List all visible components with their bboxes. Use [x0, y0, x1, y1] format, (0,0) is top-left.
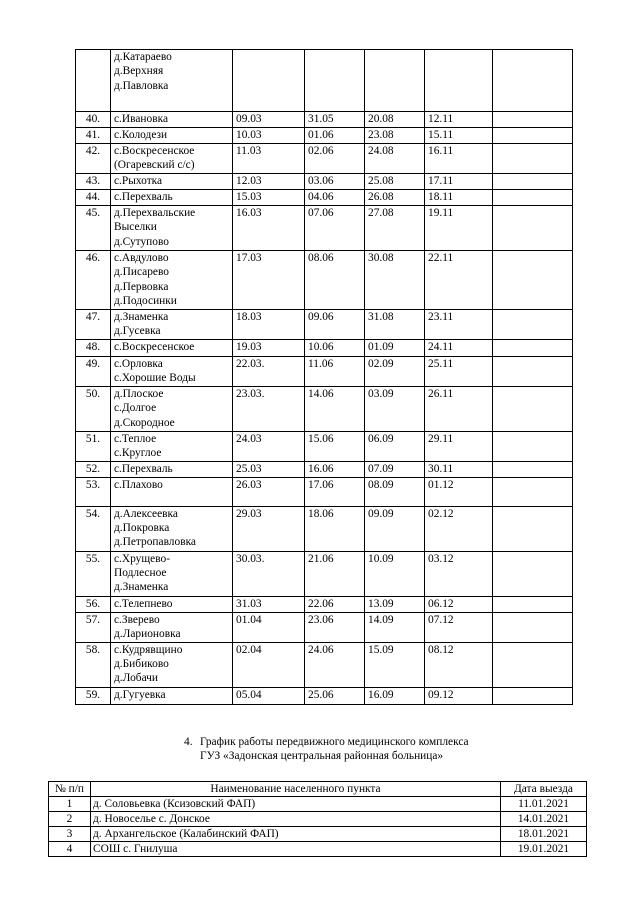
row-number: 45.: [76, 206, 111, 251]
visit-date-2: [305, 50, 365, 112]
visit-date-3: 03.09: [365, 386, 425, 431]
empty-cell: [493, 687, 573, 704]
visit-date-2: 17.06: [305, 477, 365, 506]
settlement-cell: [111, 461, 233, 477]
empty-cell: [493, 596, 573, 612]
settlement-cell: [111, 310, 233, 340]
settlement-name: д.Покровка: [114, 522, 170, 535]
visit-date-4: 30.11: [425, 461, 493, 477]
row-number: 57.: [76, 612, 111, 642]
settlement-name: д.Петропавловка: [114, 536, 196, 549]
visit-date-4: 06.12: [425, 596, 493, 612]
empty-cell: [493, 112, 573, 128]
settlement-cell: [111, 612, 233, 642]
visit-date-1: 05.04: [233, 687, 305, 704]
section-heading: [160, 735, 530, 763]
visit-date-2: 16.06: [305, 461, 365, 477]
settlement-name: д.Верхняя: [114, 65, 164, 78]
table-row: [76, 461, 573, 477]
table-row: [76, 551, 573, 596]
visit-date-2: 25.06: [305, 687, 365, 704]
empty-cell: [493, 431, 573, 461]
settlement-name: д.Знаменка: [114, 581, 169, 594]
visit-date-4: 02.12: [425, 506, 493, 551]
settlement-name: с.Колодези: [114, 129, 168, 141]
visit-date-1: 15.03: [233, 190, 305, 206]
table-row: [76, 112, 573, 128]
table-row: [76, 310, 573, 340]
empty-cell: [493, 357, 573, 387]
table-row: [76, 190, 573, 206]
settlement-name: с.Воскресенское: [114, 145, 195, 157]
visit-date-4: [425, 50, 493, 112]
row-number: 51.: [76, 431, 111, 461]
settlement-name: д.Катараево: [114, 51, 172, 63]
visit-date-1: 17.03: [233, 251, 305, 310]
settlement-name: д.Скородное: [114, 416, 175, 429]
visit-date-3: 20.08: [365, 112, 425, 128]
visit-date-4: 12.11: [425, 112, 493, 128]
visit-date-2: 14.06: [305, 386, 365, 431]
settlement-name: Подлесное: [114, 567, 167, 580]
table-row: [49, 797, 587, 812]
empty-cell: [493, 551, 573, 596]
empty-cell: [493, 612, 573, 642]
settlement-cell: [111, 112, 233, 128]
settlement-cell: [111, 477, 233, 506]
table-row: [76, 50, 573, 112]
visit-date-2: 09.06: [305, 310, 365, 340]
section-number: 4.: [184, 736, 193, 748]
visit-date-1: 24.03: [233, 431, 305, 461]
settlement-name: д.Писарево: [114, 266, 169, 279]
visit-date-4: 01.12: [425, 477, 493, 506]
table-row: [76, 206, 573, 251]
row-number: 2: [49, 812, 91, 827]
row-number: 3: [49, 827, 91, 842]
settlement-name: с.Хорошие Воды: [114, 372, 196, 385]
empty-cell: [493, 310, 573, 340]
table-row: [76, 687, 573, 704]
empty-cell: [493, 144, 573, 174]
settlement-name: д. Новоселье с. Донское: [91, 812, 501, 827]
visit-date-1: 31.03: [233, 596, 305, 612]
table-row: [76, 386, 573, 431]
visit-date-3: [365, 50, 425, 112]
settlement-name: СОШ с. Гнилуша: [91, 842, 501, 857]
row-number: 4: [49, 842, 91, 857]
table-row: [76, 340, 573, 357]
settlement-name: с.Воскресенское: [114, 341, 195, 353]
visit-date-1: 30.03.: [233, 551, 305, 596]
settlement-cell: [111, 206, 233, 251]
visit-date-2: 18.06: [305, 506, 365, 551]
visit-date-1: 18.03: [233, 310, 305, 340]
empty-cell: [493, 251, 573, 310]
visit-date-3: 25.08: [365, 174, 425, 190]
settlement-name: д.Сутупово: [114, 235, 169, 248]
settlement-name: с.Перехваль: [114, 191, 173, 203]
table-row: [76, 506, 573, 551]
visit-date-4: 19.11: [425, 206, 493, 251]
row-number: 52.: [76, 461, 111, 477]
visit-date-1: 02.04: [233, 642, 305, 687]
empty-cell: [493, 128, 573, 144]
empty-cell: [493, 461, 573, 477]
visit-date-1: 19.03: [233, 340, 305, 357]
settlement-cell: [111, 596, 233, 612]
settlement-name: с.Плахово: [114, 478, 163, 491]
visit-date-3: 02.09: [365, 357, 425, 387]
settlement-cell: [111, 251, 233, 310]
row-number: 46.: [76, 251, 111, 310]
settlement-cell: [111, 551, 233, 596]
row-number: 47.: [76, 310, 111, 340]
settlement-name: с.Орловка: [114, 358, 163, 370]
visit-date-3: 16.09: [365, 687, 425, 704]
row-number: 48.: [76, 340, 111, 357]
settlement-name: с.Зверево: [114, 613, 160, 626]
table-row: [76, 174, 573, 190]
visit-date-1: 12.03: [233, 174, 305, 190]
empty-cell: [493, 477, 573, 506]
visit-date-1: 09.03: [233, 112, 305, 128]
visit-date-2: 31.05: [305, 112, 365, 128]
visit-date-3: 27.08: [365, 206, 425, 251]
row-number: 41.: [76, 128, 111, 144]
table-row: [76, 357, 573, 387]
visit-date-2: 04.06: [305, 190, 365, 206]
settlement-name: с.Перехваль: [114, 462, 173, 475]
visit-date-3: 15.09: [365, 642, 425, 687]
visit-date-1: 01.04: [233, 612, 305, 642]
visit-date-2: 02.06: [305, 144, 365, 174]
visit-date-1: 26.03: [233, 477, 305, 506]
mobile-complex-schedule-table: [48, 781, 587, 857]
table-row: [49, 842, 587, 857]
visit-date-4: 29.11: [425, 431, 493, 461]
settlement-name: с.Теплое: [114, 432, 157, 445]
settlement-name: д.Первовка: [114, 280, 169, 293]
visit-date-4: 26.11: [425, 386, 493, 431]
visit-date-1: [233, 50, 305, 112]
visit-date-4: 24.11: [425, 340, 493, 357]
visit-date: 19.01.2021: [501, 842, 587, 857]
settlement-cell: [111, 431, 233, 461]
visit-date-3: 01.09: [365, 340, 425, 357]
visit-date-4: 07.12: [425, 612, 493, 642]
visit-date-1: 10.03: [233, 128, 305, 144]
row-number: 56.: [76, 596, 111, 612]
settlement-name: д.Павловка: [114, 79, 169, 92]
visit-date-2: 22.06: [305, 596, 365, 612]
row-number: 40.: [76, 112, 111, 128]
visit-date: 11.01.2021: [501, 797, 587, 812]
settlement-cell: [111, 357, 233, 387]
visit-date-2: 24.06: [305, 642, 365, 687]
table-row: [76, 642, 573, 687]
settlement-name: д.Перехвальские: [114, 207, 196, 219]
visit-date-1: 23.03.: [233, 386, 305, 431]
visit-date-4: 09.12: [425, 687, 493, 704]
visit-date-3: 31.08: [365, 310, 425, 340]
settlement-cell: [111, 174, 233, 190]
header-name: Наименование населенного пункта: [91, 782, 501, 797]
visit-date-1: 29.03: [233, 506, 305, 551]
table-row: [76, 596, 573, 612]
settlement-name: д.Ларионовка: [114, 628, 181, 641]
table-row: [49, 827, 587, 842]
visit-date-4: 16.11: [425, 144, 493, 174]
settlement-name: д.Гугуевка: [114, 688, 166, 701]
settlement-cell: [111, 506, 233, 551]
row-number: [76, 50, 111, 112]
visit-date-1: 22.03.: [233, 357, 305, 387]
settlement-name: д. Архангельское (Калабинский ФАП): [91, 827, 501, 842]
visit-date-3: 06.09: [365, 431, 425, 461]
row-number: 59.: [76, 687, 111, 704]
settlement-name: (Огаревский с/с): [114, 159, 195, 172]
settlement-cell: [111, 190, 233, 206]
settlement-name: д.Лобачи: [114, 672, 158, 685]
table-row: [76, 128, 573, 144]
row-number: 1: [49, 797, 91, 812]
district-schedule-table: [75, 49, 573, 705]
row-number: 43.: [76, 174, 111, 190]
visit-date-2: 08.06: [305, 251, 365, 310]
settlement-name: Выселки: [114, 221, 157, 234]
visit-date-2: 15.06: [305, 431, 365, 461]
visit-date-3: 09.09: [365, 506, 425, 551]
visit-date-3: 08.09: [365, 477, 425, 506]
visit-date-3: 13.09: [365, 596, 425, 612]
visit-date-2: 11.06: [305, 357, 365, 387]
visit-date-4: 23.11: [425, 310, 493, 340]
visit-date-1: 11.03: [233, 144, 305, 174]
empty-cell: [493, 190, 573, 206]
row-number: 44.: [76, 190, 111, 206]
section-title: График работы передвижного медицинского комплекса: [200, 736, 469, 748]
row-number: 50.: [76, 386, 111, 431]
visit-date: 14.01.2021: [501, 812, 587, 827]
table-header-row: [49, 782, 587, 797]
settlement-name: д.Подосинки: [114, 295, 177, 308]
empty-cell: [493, 386, 573, 431]
settlement-name: д. Соловьевка (Ксизовский ФАП): [91, 797, 501, 812]
visit-date-4: 25.11: [425, 357, 493, 387]
visit-date-3: 14.09: [365, 612, 425, 642]
visit-date-4: 17.11: [425, 174, 493, 190]
settlement-name: с.Рыхотка: [114, 175, 163, 187]
table-row: [76, 144, 573, 174]
settlement-name: с.Круглое: [114, 447, 162, 460]
visit-date-1: 16.03: [233, 206, 305, 251]
table-row: [76, 251, 573, 310]
visit-date-2: 01.06: [305, 128, 365, 144]
visit-date-2: 03.06: [305, 174, 365, 190]
visit-date: 18.01.2021: [501, 827, 587, 842]
visit-date-4: 08.12: [425, 642, 493, 687]
visit-date-2: 21.06: [305, 551, 365, 596]
visit-date-4: 15.11: [425, 128, 493, 144]
settlement-cell: [111, 642, 233, 687]
table-row: [49, 812, 587, 827]
settlement-name: с.Кудрявщино: [114, 643, 183, 656]
empty-cell: [493, 174, 573, 190]
row-number: 42.: [76, 144, 111, 174]
row-number: 53.: [76, 477, 111, 506]
visit-date-4: 03.12: [425, 551, 493, 596]
empty-cell: [493, 340, 573, 357]
settlement-name: с.Долгое: [114, 402, 157, 415]
settlement-name: с.Авдулово: [114, 252, 169, 264]
section-subtitle: ГУЗ «Задонская центральная районная больница»: [200, 750, 444, 762]
row-number: 54.: [76, 506, 111, 551]
settlement-name: с.Хрущево-: [114, 552, 170, 565]
table-row: [76, 477, 573, 506]
visit-date-2: 10.06: [305, 340, 365, 357]
empty-cell: [493, 642, 573, 687]
visit-date-3: 26.08: [365, 190, 425, 206]
visit-date-3: 23.08: [365, 128, 425, 144]
settlement-cell: [111, 687, 233, 704]
visit-date-3: 24.08: [365, 144, 425, 174]
visit-date-3: 10.09: [365, 551, 425, 596]
settlement-name: д.Плоское: [114, 387, 164, 400]
settlement-name: д.Алексеевка: [114, 507, 178, 520]
settlement-cell: [111, 144, 233, 174]
row-number: 55.: [76, 551, 111, 596]
header-date: Дата выезда: [501, 782, 587, 797]
empty-cell: [493, 206, 573, 251]
visit-date-2: 07.06: [305, 206, 365, 251]
empty-cell: [493, 506, 573, 551]
settlement-cell: [111, 50, 233, 112]
settlement-cell: [111, 340, 233, 357]
visit-date-4: 18.11: [425, 190, 493, 206]
table-row: [76, 431, 573, 461]
visit-date-3: 07.09: [365, 461, 425, 477]
visit-date-3: 30.08: [365, 251, 425, 310]
empty-cell: [493, 50, 573, 112]
settlement-name: д.Гусевка: [114, 325, 161, 338]
settlement-cell: [111, 386, 233, 431]
settlement-cell: [111, 128, 233, 144]
visit-date-1: 25.03: [233, 461, 305, 477]
row-number: 49.: [76, 357, 111, 387]
settlement-name: д.Знаменка: [114, 311, 169, 323]
header-num: № п/п: [49, 782, 91, 797]
settlement-name: д.Бибиково: [114, 658, 169, 671]
settlement-name: с.Ивановка: [114, 113, 168, 125]
visit-date-4: 22.11: [425, 251, 493, 310]
table-row: [76, 612, 573, 642]
row-number: 58.: [76, 642, 111, 687]
visit-date-2: 23.06: [305, 612, 365, 642]
settlement-name: с.Телепнево: [114, 597, 173, 610]
